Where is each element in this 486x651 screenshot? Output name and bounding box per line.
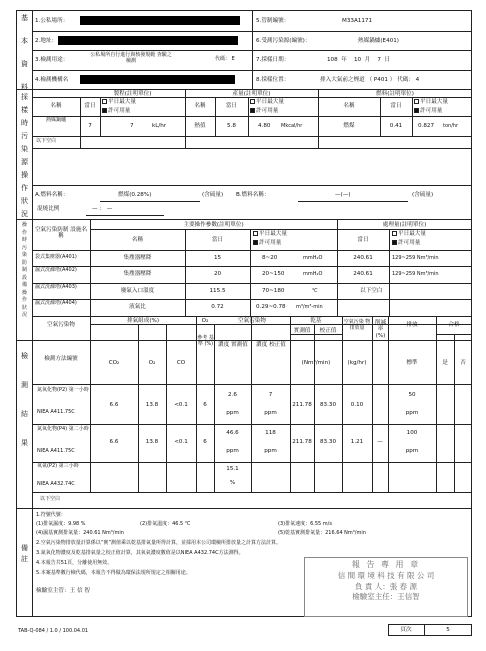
col-max xyxy=(392,231,426,237)
field-6-value: 熱媒鍋爐(E401) xyxy=(358,38,399,44)
pass-subline xyxy=(436,334,472,335)
note-line-4: 4.本報告共51頁，分離使用無效。 xyxy=(36,560,113,566)
header-product: 產量(註明單位) xyxy=(232,91,271,97)
month-unit: 月 xyxy=(364,57,371,63)
side-char: 時 xyxy=(21,119,28,127)
ops-line xyxy=(32,185,472,186)
std-value: 50 xyxy=(408,392,416,398)
col-max xyxy=(253,231,287,237)
col-pass-yes: 是 xyxy=(442,360,448,366)
checkbox-max xyxy=(253,231,258,236)
field-6-label: 6.受測污染源(編號)： xyxy=(256,38,311,44)
side-label-note xyxy=(17,545,32,563)
std-value: 100 xyxy=(406,430,418,436)
col-co: CO xyxy=(176,360,186,366)
device-name: 濕式洗滌塔(A403) xyxy=(35,284,77,290)
col-permit-label: 許可用量 xyxy=(420,108,443,114)
result-line xyxy=(32,492,472,493)
col-o2: O₂ xyxy=(148,360,156,366)
side-char: 時 xyxy=(21,237,27,243)
param-range: 20~150 xyxy=(262,271,285,277)
method-code: NIEA A432.74C xyxy=(37,481,75,487)
col-name: 名稱 xyxy=(343,103,355,109)
flow-corr-value: 83.30 xyxy=(319,402,336,408)
col-o2ref-sub: 參考 基準 (%) xyxy=(197,335,214,347)
col-std: 排放 xyxy=(406,322,418,328)
col-current: 當日 xyxy=(357,237,369,243)
param-name: 液氣比 xyxy=(129,304,146,310)
col-permit xyxy=(392,240,420,246)
col-permit-label: 許可用量 xyxy=(256,108,279,114)
side-char: 基 xyxy=(21,14,28,22)
col-current: 當日 xyxy=(225,103,238,109)
side-char: 制 xyxy=(21,267,27,273)
ops-col xyxy=(412,97,413,136)
col-exhaust: 排氣組成(%) xyxy=(126,318,160,324)
capacity-current: 240.61 xyxy=(353,255,373,261)
co2-value: 6.6 xyxy=(109,402,119,408)
device-name: 袋式集塵器(A401) xyxy=(35,254,77,260)
col-co2: CO₂ xyxy=(108,360,120,366)
param-current: 20 xyxy=(213,271,222,277)
supervisor-name: 王 信 智 xyxy=(69,588,90,594)
result-col xyxy=(454,334,455,492)
col-permit-label: 許可用量 xyxy=(398,240,421,246)
basic-col-line xyxy=(252,10,253,89)
fuel-b-note: (含硫量) xyxy=(412,192,434,198)
field-7-value xyxy=(327,57,390,63)
side-char: 作 xyxy=(21,184,28,192)
field-5-label: 5.管制編號： xyxy=(256,18,290,24)
air-col xyxy=(337,219,338,316)
col-max xyxy=(102,99,136,105)
device-name: 濕式洗滌塔(A402) xyxy=(35,267,77,273)
header-process: 製程(註明單位) xyxy=(113,91,152,97)
side-label-air xyxy=(17,222,32,319)
side-char: 資 xyxy=(21,60,28,68)
capacity-current: 240.61 xyxy=(353,271,373,277)
col-current: 當日 xyxy=(84,103,96,109)
param-unit: mmH₂O xyxy=(303,255,323,261)
side-char: 果 xyxy=(21,439,28,447)
co-value: <0.1 xyxy=(174,402,188,408)
field-3-value: 公私場所自行進行與核發規範 查驗之檢測 xyxy=(90,52,172,64)
field-8-label: 8.採樣位置： xyxy=(256,77,290,83)
col-rate-unit: (kg/hr) xyxy=(347,360,367,366)
checkbox-permit xyxy=(392,240,397,245)
process-name: 熱媒鍋爐 xyxy=(45,117,66,123)
product-unit: Mkcal/hr xyxy=(281,123,303,129)
result-col xyxy=(388,316,389,492)
year-unit: 年 xyxy=(341,57,347,63)
col-pass: 合格 xyxy=(448,322,460,328)
method-code: NIEA A411.75C xyxy=(37,448,75,454)
col-std-sub: 標準 xyxy=(406,360,418,366)
redacted-lab xyxy=(80,75,235,84)
col-permit xyxy=(250,108,278,114)
col-name: 名稱 xyxy=(194,103,206,109)
col-name: 名稱 xyxy=(131,237,144,243)
ops-col xyxy=(100,97,101,136)
side-char: 污 xyxy=(21,244,27,251)
std-unit: ppm xyxy=(405,448,419,454)
side-char: 操 xyxy=(21,289,27,296)
flow-meas-value: 211.78 xyxy=(292,402,312,408)
fuel-name: 燃煤 xyxy=(343,123,355,129)
air-line xyxy=(32,266,472,267)
note-velocity: (3)排氣速度：6.55 m/s xyxy=(278,521,332,527)
param-range: 70~180 xyxy=(262,288,285,294)
side-char: 設 xyxy=(21,274,27,281)
rate-value: 0.10 xyxy=(350,402,364,408)
redacted-address xyxy=(58,36,238,45)
ops-line xyxy=(32,148,472,149)
ratio-label: 混燒比例 xyxy=(37,206,60,212)
col-conc-corr: 濃度 校正值 xyxy=(256,342,286,348)
side-column-divider xyxy=(32,10,33,617)
field-3-code: 代碼： E xyxy=(215,56,235,62)
note-line-1: 1.符號代號： xyxy=(36,512,66,518)
fuel-permit: 0.827 xyxy=(418,123,435,129)
checkbox-max xyxy=(392,231,397,236)
conc-meas-unit: ppm xyxy=(226,448,239,454)
param-name: 廢氣入口溫度 xyxy=(120,288,155,294)
col-permit xyxy=(102,108,130,114)
conc-meas-value: 15.1 xyxy=(226,466,239,472)
note-line-3: 3.氮氧化物濃度及乾基排氣量之校正值計算，其氧氣濃度數值是以NIEA A432.74C方法測得。 xyxy=(36,550,244,556)
checkbox-permit xyxy=(253,240,258,245)
page-label: 頁次 xyxy=(400,627,412,633)
o2ref-value: 6 xyxy=(203,439,207,445)
side-char: 污 xyxy=(21,132,28,140)
day-unit: 日 xyxy=(384,57,391,63)
air-line xyxy=(32,283,472,284)
fuel-b-label: B.燃料名稱： xyxy=(236,192,270,198)
col-max-label: 平日最大量 xyxy=(259,231,287,237)
col-device: 空氣污染防制 設施名稱 xyxy=(34,227,88,240)
device-name: 濕式洗滌塔(A404) xyxy=(35,300,77,306)
side-char: 檢 xyxy=(21,352,28,360)
col-max-label: 平日最大量 xyxy=(256,99,284,105)
process-current: 7 xyxy=(88,123,92,129)
fuel-current: 0.41 xyxy=(389,123,403,129)
col-flow-unit: (Nm³/min) xyxy=(301,360,331,366)
side-char: 作 xyxy=(21,229,27,236)
param-unit: m³/m³-min xyxy=(296,304,323,310)
divider-basic xyxy=(16,89,472,90)
side-label-basic xyxy=(17,13,32,91)
col-current: 當日 xyxy=(211,237,224,243)
note-line-2: 2.空氣污染物排放量計算係以“實”測值乘以乾基排氣量所得計算，並採用本公司環檢所排放量之計算方法計算。 xyxy=(36,540,281,546)
flow-meas-value: 211.78 xyxy=(292,439,312,445)
param-name: 集塵器壓降 xyxy=(123,255,152,261)
result-line xyxy=(32,424,472,425)
side-char: 狀 xyxy=(21,304,27,311)
col-permit-label: 許可用量 xyxy=(108,108,131,114)
air-line xyxy=(32,250,472,251)
conc-meas-value: 2.6 xyxy=(228,392,237,398)
conc-corr-value: 7 xyxy=(268,392,273,398)
col-eff: 削減率 (%) xyxy=(374,320,387,339)
col-flow: 乾基 xyxy=(310,318,322,324)
side-char: 操 xyxy=(21,222,27,228)
flow-corr-value: 83.30 xyxy=(319,439,336,445)
col-max-label: 平日最大量 xyxy=(108,99,136,105)
col-conc-meas: 濃度 實測值 xyxy=(218,342,248,348)
header-params: 主要操作參數(註明單位) xyxy=(183,222,244,228)
conc-meas-unit: ppm xyxy=(226,410,239,416)
side-label-ops xyxy=(17,93,32,218)
ops-col xyxy=(318,89,319,148)
col-name: 名稱 xyxy=(50,103,62,109)
side-char: 測 xyxy=(21,381,28,389)
side-char: 結 xyxy=(21,410,28,418)
note-dry-flow: (5)乾基實測排氣量：216.64 Nm³/min xyxy=(278,530,366,536)
col-flow-meas: 實測值 xyxy=(293,328,311,334)
param-range: 8~20 xyxy=(262,255,278,261)
report-stamp xyxy=(304,557,468,617)
form-code: TAB-Q-084 / 1.0 / 100.04.01 xyxy=(18,628,89,634)
capacity-blank: 以下空白 xyxy=(360,288,383,294)
eff-value: — xyxy=(377,439,383,445)
param-name: 集塵器壓降 xyxy=(123,271,152,277)
stamp-company: 信 間 環 境 科 技 有 限 公 司 xyxy=(337,571,435,581)
process-unit: kL/hr xyxy=(152,123,167,129)
conc-corr-value: 118 xyxy=(265,430,276,436)
ops-col xyxy=(248,97,249,136)
result-col xyxy=(436,316,437,492)
side-char: 本 xyxy=(21,37,28,45)
o2-value: 13.8 xyxy=(145,402,159,408)
divider-ops xyxy=(16,219,472,220)
divider-air xyxy=(16,340,472,341)
field-7-label: 7.採樣日期： xyxy=(256,57,290,63)
fuel-b-underline xyxy=(298,201,408,202)
stamp-title: 報 告 專 用 章 xyxy=(351,560,421,569)
co-value: <0.1 xyxy=(174,439,188,445)
checkbox-max xyxy=(102,99,107,104)
param-unit: mmH₂O xyxy=(303,271,323,277)
fuel-a-note: (含硫量) xyxy=(202,192,224,198)
col-conc: 空氣污染物 xyxy=(238,318,266,324)
result-line xyxy=(32,384,472,385)
side-char: 備 xyxy=(21,544,28,552)
col-pass-no: 否 xyxy=(460,360,466,366)
capacity-range: 129~259 Nm³/min xyxy=(392,255,439,261)
conc-corr-unit: ppm xyxy=(264,448,277,454)
checkbox-permit xyxy=(414,108,419,113)
field-1-label: 1.公私場所： xyxy=(35,18,69,24)
air-col xyxy=(389,229,390,316)
ratio-value: — ： — xyxy=(92,206,113,212)
air-line xyxy=(32,299,472,300)
side-char: 料 xyxy=(21,83,28,91)
col-max-label: 平日最大量 xyxy=(398,231,426,237)
side-label-result xyxy=(17,345,32,447)
result-col xyxy=(251,316,252,492)
col-current: 當日 xyxy=(390,103,402,109)
pollutant-name: 氮氧化物(P2) 第一小時 xyxy=(37,387,89,393)
flow-subline xyxy=(290,334,342,335)
param-current: 0.72 xyxy=(211,304,224,310)
side-char: 註 xyxy=(21,555,28,563)
pollutant-name: 氧氣(P2) 第三小時 xyxy=(37,463,79,469)
supervisor-label: 檢驗室主管： xyxy=(36,588,70,594)
product-name: 熱值 xyxy=(194,123,206,129)
conc-corr-unit: ppm xyxy=(264,410,277,416)
capacity-range: 129~259 Nm³/min xyxy=(392,271,439,277)
col-permit-label: 許可用量 xyxy=(259,240,282,246)
air-col xyxy=(250,229,251,316)
checkbox-permit xyxy=(102,108,107,113)
co2-value: 6.6 xyxy=(109,439,119,445)
note-line-5: 5.本案基準數行檢代碼，本報告不得做為環保法規所規定之相關用途。 xyxy=(36,570,191,576)
year-value: 108 xyxy=(327,57,338,63)
side-char: 況 xyxy=(21,312,27,318)
header-fuel: 燃料(註明單位) xyxy=(376,91,414,97)
field-8-value: 排入大氣前之煙道 （ P401 ） 代碼： 4 xyxy=(320,77,420,83)
ops-line xyxy=(32,136,472,137)
method-code: NIEA A411.75C xyxy=(37,409,75,415)
side-char: 況 xyxy=(21,210,28,218)
side-char: 源 xyxy=(21,158,28,166)
fuel-a-value: 燃煤(0.28%) xyxy=(118,192,152,198)
field-2-label: 2.地址： xyxy=(35,38,58,44)
conc-meas-unit: % xyxy=(229,480,236,486)
col-o2ref: O₂ xyxy=(201,318,209,324)
param-current: 115.5 xyxy=(209,288,226,294)
result-blank-label: 以下空白 xyxy=(40,496,61,502)
fuel-unit: ton/hr xyxy=(443,123,459,129)
result-line xyxy=(32,462,472,463)
ratio-underline xyxy=(86,215,164,216)
ops-line xyxy=(32,116,472,117)
note-temperature: (2)排氣溫度：46.5 ℃ xyxy=(140,521,191,527)
day-value: 7 xyxy=(377,57,381,63)
col-permit xyxy=(253,240,281,246)
air-col xyxy=(90,219,91,316)
note-humidity: (1)排氣濕度：9.98 % xyxy=(36,521,86,527)
ops-col xyxy=(185,89,186,148)
side-char: 防 xyxy=(21,259,27,266)
stamp-owner: 負 責 人：張 春 源 xyxy=(354,581,418,591)
fuel-a-label: A.燃料名稱： xyxy=(35,192,69,198)
checkbox-max xyxy=(414,99,419,104)
checkbox-permit xyxy=(250,108,255,113)
stamp-supervisor: 檢驗室主任：王信智 xyxy=(352,592,420,602)
checkbox-max xyxy=(250,99,255,104)
side-char: 採 xyxy=(21,93,28,101)
page-number: 5 xyxy=(446,627,450,633)
ops-blank-label: 以下空白 xyxy=(36,138,57,144)
std-unit: ppm xyxy=(405,410,419,416)
process-permit: 7 xyxy=(130,123,134,129)
fuel-b-value: —(—) xyxy=(335,192,351,198)
divider-result xyxy=(16,508,472,509)
side-char: 備 xyxy=(21,282,27,288)
side-char: 染 xyxy=(21,145,28,153)
rate-value: 1.21 xyxy=(350,439,364,445)
side-char: 樣 xyxy=(21,106,28,114)
air-line xyxy=(90,229,472,230)
field-3-label: 3.檢測用途： xyxy=(35,57,69,63)
col-max xyxy=(250,99,284,105)
param-current: 15 xyxy=(213,255,222,261)
pollutant-name: 氮氧化物(P4) 第二小時 xyxy=(37,426,89,432)
field-4-label: 4.檢測機構名 xyxy=(35,77,69,83)
result-col xyxy=(372,316,373,492)
side-char: 狀 xyxy=(21,197,28,205)
field-5-value: M33A1171 xyxy=(342,18,373,24)
col-max xyxy=(414,99,448,105)
col-method: 檢測方法編號 xyxy=(44,356,78,362)
col-flow-corr: 校正值 xyxy=(319,328,337,334)
month-value: 10 xyxy=(353,57,362,63)
col-pollutant: 空氣污染物 xyxy=(47,322,75,328)
o2-value: 13.8 xyxy=(145,439,159,445)
side-char: 作 xyxy=(21,297,27,303)
side-char: 操 xyxy=(21,171,28,179)
product-current: 5.8 xyxy=(227,123,236,129)
product-permit: 4.80 xyxy=(258,123,271,129)
o2ref-value: 6 xyxy=(203,402,207,408)
note-wet-flow: (4)濕基實測排氣量：240.61 Nm³/min xyxy=(36,530,124,536)
col-permit xyxy=(414,108,442,114)
supervisor-sign xyxy=(36,588,90,594)
conc-meas-value: 46.6 xyxy=(226,430,239,436)
param-range: 0.29~0.78 xyxy=(256,304,286,310)
fuel-a-underline xyxy=(100,201,200,202)
col-max-label: 平日最大量 xyxy=(420,99,448,105)
col-rate: 空氣污染 物排放量 xyxy=(343,319,371,331)
header-capacity: 處理量(註明單位) xyxy=(382,222,427,228)
result-top-line xyxy=(32,316,472,317)
param-unit: ℃ xyxy=(312,288,318,294)
redacted-company xyxy=(80,16,240,25)
side-char: 染 xyxy=(21,252,27,258)
